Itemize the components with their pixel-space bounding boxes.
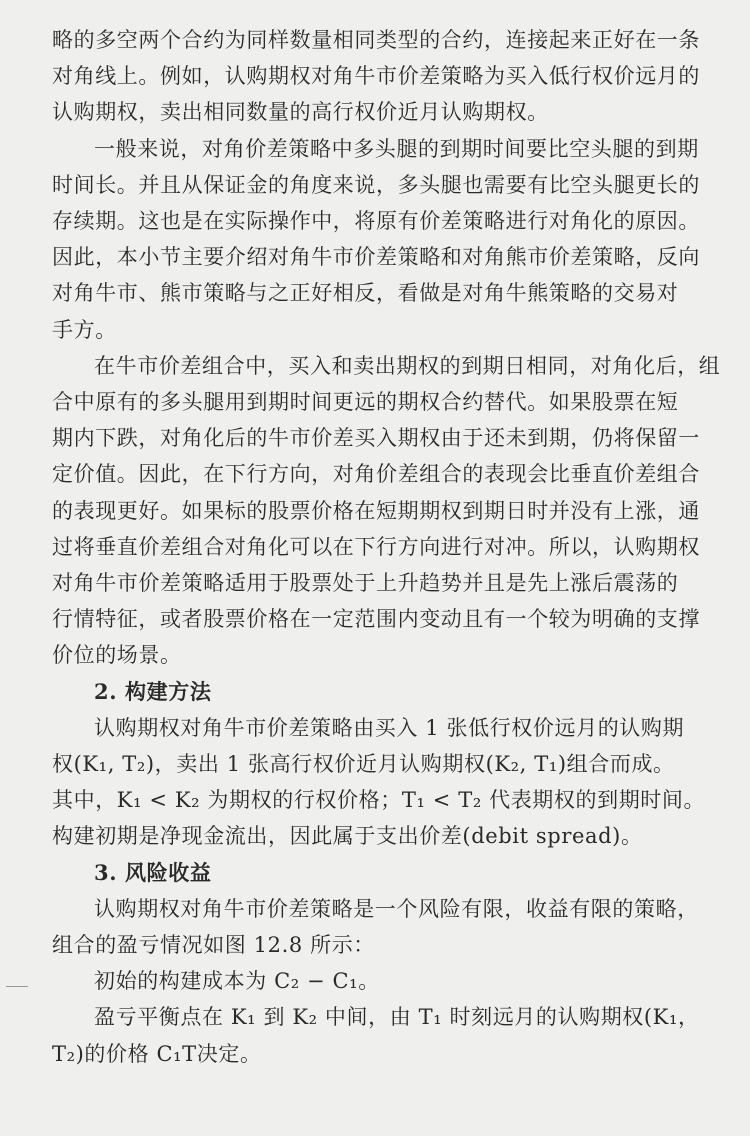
text-line: 对角牛市价差策略适用于股票处于上升趋势并且是先上涨后震荡的 <box>52 571 679 596</box>
text-line: 时间长。并且从保证金的角度来说，多头腿也需要有比空头腿更长的 <box>52 172 700 197</box>
text-line: 手方。 <box>52 317 117 342</box>
text-line: 存续期。这也是在实际操作中，将原有价差策略进行对角化的原因。 <box>52 209 700 234</box>
text-line: 对角线上。例如，认购期权对角牛市价差策略为买入低行权价远月的 <box>52 64 700 89</box>
section-heading: 2. 构建方法 <box>94 678 212 704</box>
paragraph-start: 初始的构建成本为 C₂ − C₁。 <box>94 969 380 994</box>
text-line: 因此，本小节主要介绍对角牛市价差策略和对角熊市价差策略，反向 <box>52 245 700 270</box>
paragraph-start: 认购期权对角牛市价差策略由买入 1 张低行权价远月的认购期 <box>94 715 685 740</box>
paragraph-start: 在牛市价差组合中，买入和卖出期权的到期日相同，对角化后，组 <box>94 353 721 378</box>
text-line: 合中原有的多头腿用到期时间更远的期权合约替代。如果股票在短 <box>52 390 679 415</box>
text-line: 权(K₁, T₂)，卖出 1 张高行权价近月认购期权(K₂, T₁)组合而成。 <box>52 752 675 777</box>
text-line: 定价值。因此，在下行方向，对角价差组合的表现会比垂直价差组合 <box>52 462 700 487</box>
text-line: 组合的盈亏情况如图 12.8 所示： <box>52 933 375 958</box>
text-line: 过将垂直价差组合对角化可以在下行方向进行对冲。所以，认购期权 <box>52 534 700 559</box>
text-line: 价位的场景。 <box>52 643 182 668</box>
section-heading: 3. 风险收益 <box>94 859 212 885</box>
margin-mark <box>6 986 28 987</box>
text-line: 期内下跌，对角化后的牛市价差买入期权由于还未到期，仍将保留一 <box>52 426 700 451</box>
paragraph-start: 认购期权对角牛市价差策略是一个风险有限，收益有限的策略， <box>94 896 699 921</box>
text-line: 其中，K₁ < K₂ 为期权的行权价格；T₁ < T₂ 代表期权的到期时间。 <box>52 788 706 813</box>
text-line: T₂)的价格 C₁T决定。 <box>52 1041 262 1066</box>
text-line: 的表现更好。如果标的股票价格在短期期权到期日时并没有上涨，通 <box>52 498 700 523</box>
text-line: 行情特征，或者股票价格在一定范围内变动且有一个较为明确的支撑 <box>52 607 700 632</box>
text-line: 认购期权，卖出相同数量的高行权价近月认购期权。 <box>52 100 549 125</box>
paragraph-start: 盈亏平衡点在 K₁ 到 K₂ 中间，由 T₁ 时刻远月的认购期权(K₁， <box>94 1005 700 1030</box>
text-line: 构建初期是净现金流出，因此属于支出价差(debit spread)。 <box>52 824 643 849</box>
text-line: 对角牛市、熊市策略与之正好相反，看做是对角牛熊策略的交易对 <box>52 281 679 306</box>
text-line: 略的多空两个合约为同样数量相同类型的合约，连接起来正好在一条 <box>52 28 700 52</box>
paragraph-start: 一般来说，对角价差策略中多头腿的到期时间要比空头腿的到期 <box>94 136 699 161</box>
